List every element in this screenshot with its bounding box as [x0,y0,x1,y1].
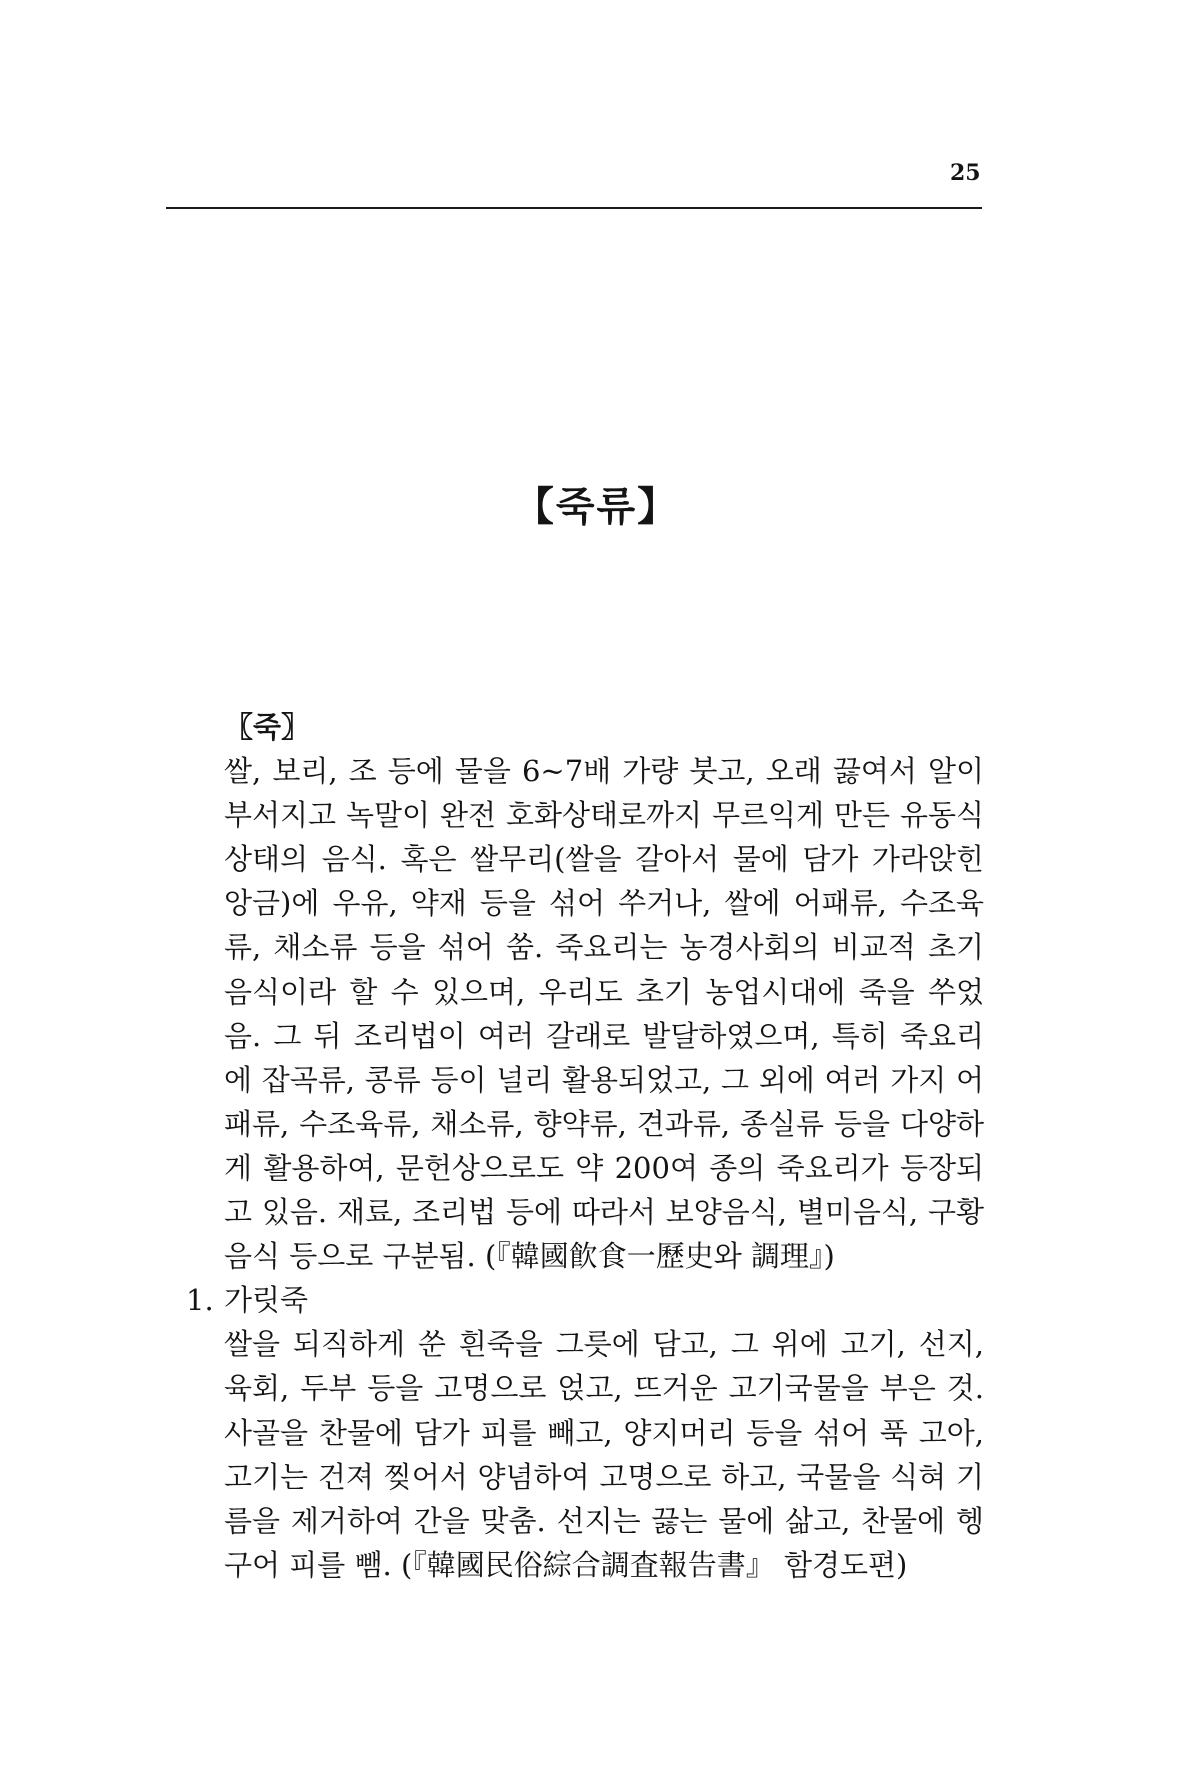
page-number: 25 [950,160,981,186]
item-title: 가릿죽 [224,1283,309,1318]
item-body: 쌀을 되직하게 쑨 흰죽을 그릇에 담고, 그 위에 고기, 선지, 육회, 두부 등을 고명으로 얹고, 뜨거운 고기국물을 부은 것. 사골을 찬물에 담가 피를 빼고, 양지머리 등을 섞어 푹 고아, 고기는 건져 찢어서 양념하여 고명으로 하고, 국물을 식혀 기름을 제거하여 간을 맞춤. 선지는 끓는 물에 삶고, 찬물에 헹구어 피를 뺌. (『韓國民俗綜合調査報告書』 함경도편) [224,1327,984,1582]
item-number: 1. [186,1283,214,1318]
entry-heading: 〖죽〗 [224,710,311,744]
list-item [186,1278,984,1587]
entry-juk [224,705,984,1278]
content-body [186,705,984,1587]
section-title: 【죽류】 [513,483,680,530]
header-rule [166,207,982,209]
entry-body: 쌀, 보리, 조 등에 물을 6~7배 가량 붓고, 오래 끓여서 알이 부서지고 녹말이 완전 호화상태로까지 무르익게 만든 유동식 상태의 음식. 혹은 쌀무리(쌀을 갈아서 물에 담가 가라앉힌 앙금)에 우유, 약재 등을 섞어 쑤거나, 쌀에 어패류, 수조육류, 채소류 등을 섞어 쑴. 죽요리는 농경사회의 비교적 초기 음식이라 할 수 있으며, 우리도 초기 농업시대에 죽을 쑤었음. 그 뒤 조리법이 여러 갈래로 발달하였으며, 특히 죽요리에 잡곡류, 콩류 등이 널리 활용되었고, 그 외에 여러 가지 어패류, 수조육류, 채소류, 향약류, 견과류, 종실류 등을 다양하게 활용하여, 문헌상으로도 약 200여 종의 죽요리가 등장되고 있음. 재료, 조리법 등에 따라서 보양음식, 별미음식, 구황음식 등으로 구분됨. (『韓國飮食一歷史와 調理』) [224,754,984,1274]
